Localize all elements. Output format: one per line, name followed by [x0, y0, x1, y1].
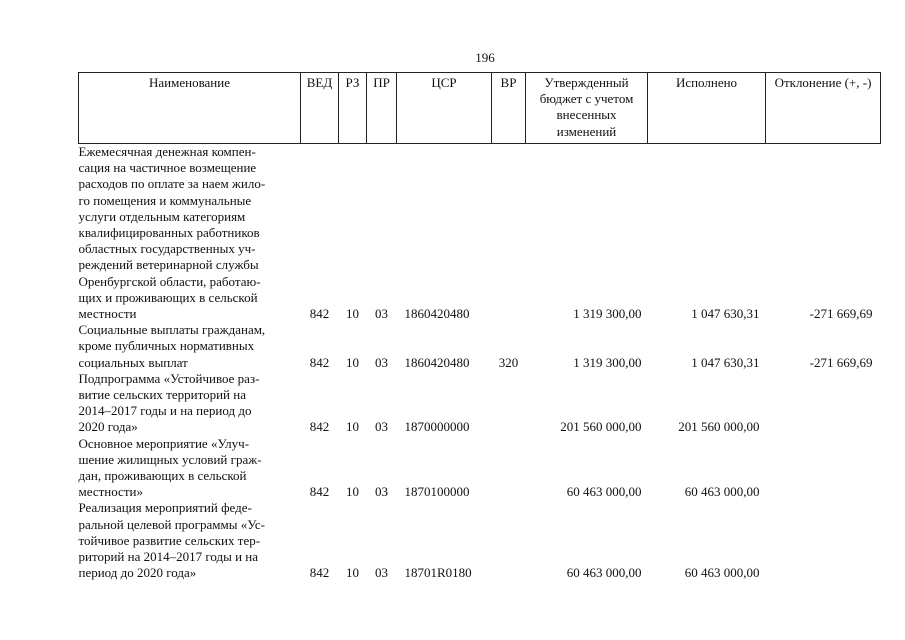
name-line: период до 2020 года» [78, 565, 197, 581]
cell-csr: 1860420480 [404, 354, 470, 370]
name-line: тойчивое развитие сельских тер- [78, 532, 261, 548]
name-line: Подпрограмма «Устойчивое раз- [78, 370, 260, 386]
name-line: областных государственных уч- [78, 241, 256, 257]
name-line: Основное мероприятие «Улуч- [78, 435, 250, 451]
cell-deviation [766, 436, 881, 501]
name-line: кроме публичных нормативных [78, 338, 255, 354]
table-row [79, 322, 881, 371]
name-line: риторий на 2014–2017 годы и на [78, 549, 259, 565]
cell-csr: 18701R0180 [404, 565, 472, 581]
header-executed: Исполнено [648, 73, 766, 144]
name-line: го помещения и коммунальные [78, 192, 252, 208]
header-rz: РЗ [339, 73, 367, 144]
header-vr: ВР [492, 73, 526, 144]
header-name: Наименование [79, 73, 301, 144]
cell-name [79, 371, 301, 436]
cell-vr [492, 371, 526, 436]
budget-table [78, 72, 881, 581]
cell-deviation [766, 371, 881, 436]
header-ved: ВЕД [301, 73, 339, 144]
name-line: дан, проживающих в сельской [78, 468, 247, 484]
cell-approved-budget: 60 463 000,00 [566, 565, 642, 581]
cell-ved: 842 [309, 354, 330, 370]
name-line: щих и проживающих в сельской [78, 289, 258, 305]
name-line: реждений ветеринарной службы [78, 257, 259, 273]
header-pr: ПР [367, 73, 397, 144]
cell-rz: 10 [346, 306, 359, 322]
name-line: Оренбургской области, работаю- [78, 273, 261, 289]
name-line: местности» [78, 484, 143, 500]
cell-vr [492, 436, 526, 501]
header-row [79, 73, 881, 144]
table-row [79, 500, 881, 581]
cell-pr: 03 [375, 484, 388, 500]
name-line: квалифицированных работников [78, 225, 260, 241]
cell-executed: 201 560 000,00 [678, 419, 760, 435]
table-row [79, 436, 881, 501]
cell-approved-budget: 1 319 300,00 [573, 354, 642, 370]
cell-rz: 10 [346, 565, 359, 581]
cell-name [79, 322, 301, 371]
table-row [79, 371, 881, 436]
name-line: Реализация мероприятий феде- [78, 500, 252, 516]
cell-csr: 1860420480 [404, 306, 470, 322]
cell-executed: 60 463 000,00 [684, 484, 760, 500]
cell-csr: 1870000000 [404, 419, 470, 435]
table-row [79, 144, 881, 323]
cell-executed: 1 047 630,31 [691, 306, 760, 322]
cell-csr: 1870100000 [404, 484, 470, 500]
cell-name [79, 144, 301, 323]
cell-vr: 320 [498, 354, 519, 370]
cell-executed: 1 047 630,31 [691, 354, 760, 370]
page-number: 196 [475, 50, 495, 65]
name-line: витие сельских территорий на [78, 387, 246, 403]
name-line: ральной целевой программы «Ус- [78, 516, 265, 532]
table-body [79, 144, 881, 582]
cell-pr: 03 [375, 419, 388, 435]
cell-deviation [766, 500, 881, 581]
cell-ved: 842 [309, 565, 330, 581]
cell-vr [492, 500, 526, 581]
cell-ved: 842 [309, 419, 330, 435]
cell-pr: 03 [375, 306, 388, 322]
cell-rz: 10 [346, 484, 359, 500]
header-csr: ЦСР [397, 73, 492, 144]
name-line: местности [78, 306, 137, 322]
cell-name [79, 436, 301, 501]
name-line: расходов по оплате за наем жило- [78, 176, 266, 192]
cell-vr [492, 144, 526, 323]
name-line: 2020 года» [78, 419, 138, 435]
cell-approved-budget: 1 319 300,00 [573, 306, 642, 322]
cell-deviation: -271 669,69 [809, 306, 873, 322]
name-line: шение жилищных условий граж- [78, 451, 262, 467]
cell-rz: 10 [346, 419, 359, 435]
name-line: социальных выплат [78, 354, 188, 370]
cell-ved: 842 [309, 306, 330, 322]
name-line: Ежемесячная денежная компен- [78, 144, 256, 159]
cell-deviation: -271 669,69 [809, 354, 873, 370]
name-line: сация на частичное возмещение [78, 160, 257, 176]
table-header [79, 73, 881, 144]
header-deviation: Отклонение (+, -) [766, 73, 881, 144]
name-line: Социальные выплаты гражданам, [78, 322, 266, 338]
cell-pr: 03 [375, 565, 388, 581]
name-line: 2014–2017 годы и на период до [78, 403, 252, 419]
cell-rz: 10 [346, 354, 359, 370]
cell-name [79, 500, 301, 581]
cell-approved-budget: 60 463 000,00 [566, 484, 642, 500]
name-line: услуги отдельным категориям [78, 208, 246, 224]
cell-executed: 60 463 000,00 [684, 565, 760, 581]
cell-approved-budget: 201 560 000,00 [560, 419, 642, 435]
cell-ved: 842 [309, 484, 330, 500]
header-approved-budget: Утвержденный бюджет с учетом внесенных изменений [526, 73, 648, 144]
cell-pr: 03 [375, 354, 388, 370]
